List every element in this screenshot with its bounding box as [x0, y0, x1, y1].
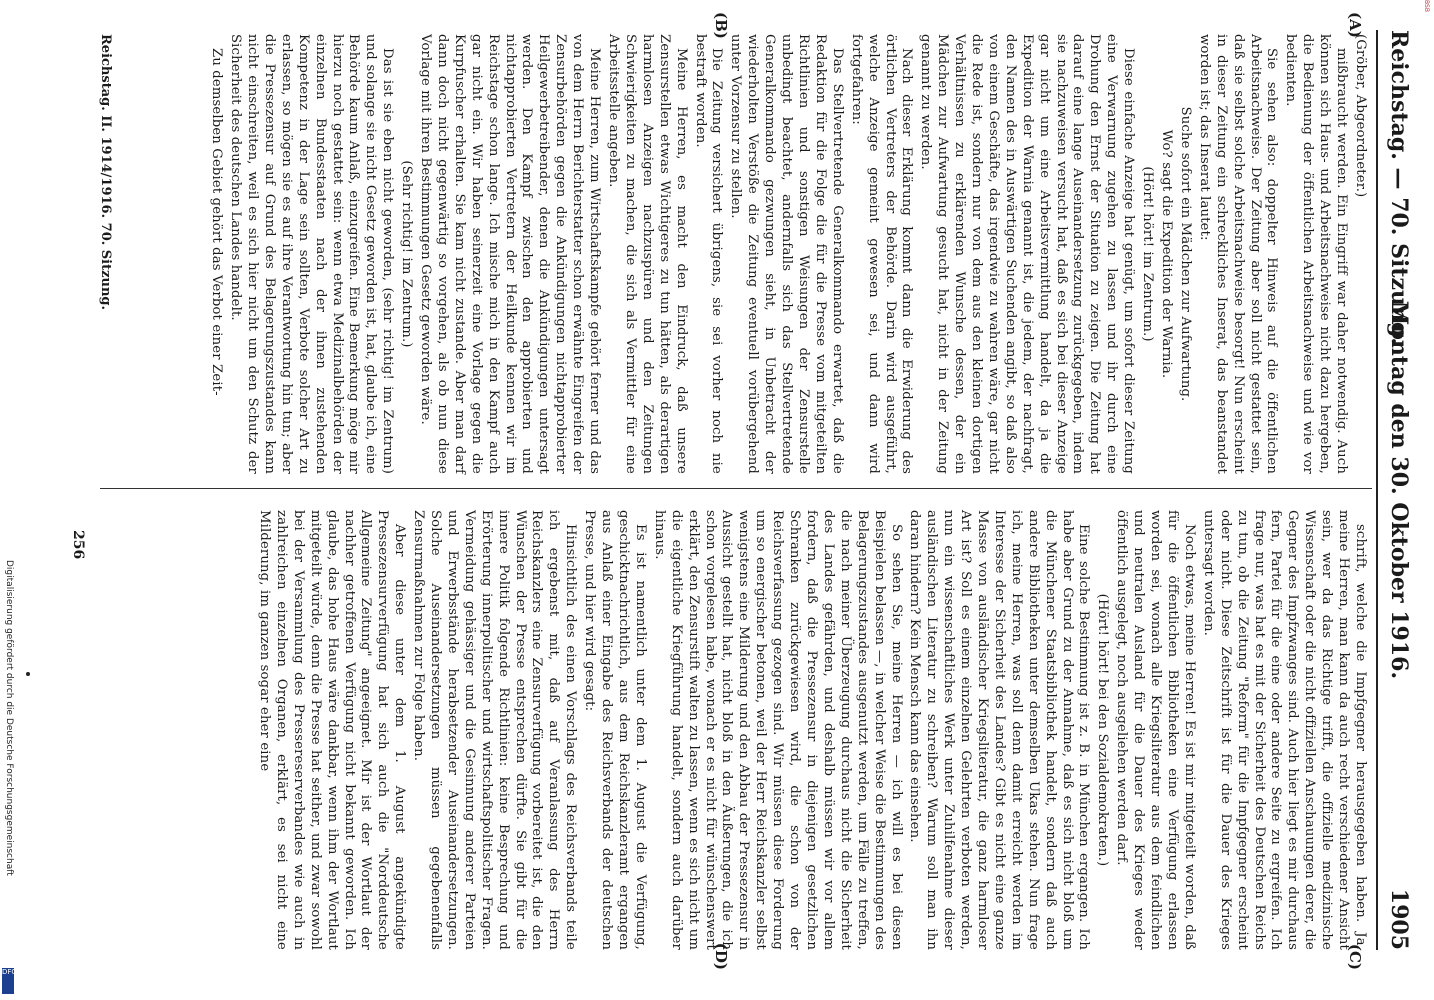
bsb-mark: BSB [1423, 0, 1430, 12]
left-column-paragraph: (Gröber, Abgeordneter.) [1353, 34, 1368, 198]
right-column-paragraph: Es ist namentlich unter dem 1. August die Verfügung, geschicktnachrichtlich, aus dem Reichskanzleramt ergangen aus Anlaß einer Eingabe des Reichsverbands der deutschen Presse, und hier wird gesagt: [582, 510, 648, 950]
right-column-paragraph: Noch etwas, meine Herren! Es ist mir mitgeteilt worden, daß für die öffentlichen Bibliotheken eine Verfügung erlassen worden sei, wonach alle Kriegsliteratur aus dem feindlichen und neutralen Ausland für die Dauer des Krieges weder öffentlich ausgelegt, noch ausgeliehen werden darf. [1114, 510, 1197, 950]
margin-mark-a: (A) [1346, 12, 1364, 38]
left-column-paragraph: Meine Herren, es macht den Eindruck, daß unsere Zensurstellen etwas Wichtigeres zu tun hätten, als derartigen harmlosen Anzeigen nachzuspüren und den Zeitungen Schwierigkeiten zu machen, die sich als Vermittler für eine Arbeitsstelle angeben. [606, 34, 689, 474]
left-column-paragraph: Meine Herren, zum Wirtschaftskampfe gehört ferner und das von dem Herrn Berichterstatter schon erwähnte Eingreifen der Zensurbehörden gegen die Ankündigungen nichtapprobierter Heilgewerbetreibender, denen die Ankündigungen untersagt werden. Den Kampf zwischen den approbierten und nichtapprobierten Vertretern der Heilkunde kennen wir im Reichstage schon lange. Ich mische mich in den Kampf auch gar nicht ein. Wir haben seinerzeit eine Vorlage gegen die Kurpfuscher erhalten. Sie kam nicht zustande. Aber man darf dann doch nicht gegenwärtig so vorgehen, als ob nun diese Vorlage mit ihren Bestimmungen Gesetz geworden wäre. [418, 34, 603, 474]
column-divider [100, 488, 1372, 489]
left-column-paragraph: Das Stellvertretende Generalkommando erwartet, daß die Redaktion für die Folge die für die Presse vom mitgeteilten Richtlinien und sonstigen Weisungen der Zensurstelle unbedingt beachtet, andernfalls sich das Stellvertretende Generalkommando gezwungen sieht, in Unbetracht der wiederholten Verstöße die Zeitung eventuell vorübergehend unter Vorzensur zu stellen. [728, 34, 845, 474]
footer-sitzung: Reichstag. II. 1914/1916. 70. Sitzung. [98, 34, 113, 311]
left-column-paragraph: Wo? sagt die Expedition der Warnia. [1159, 129, 1175, 379]
right-column-paragraph: Hinsichtlich des einen Vorschlags des Reichsverbands teile ich ergebenst mit, daß auf Veranlassung des Herrn Reichskanzlers eine Zensurverfügung vorbereitet ist, die den Wünschen der Presse entsprechen dürfte. Sie gibt für die innere Politik folgende Richtlinien: keine Besprechung und Erörterung innerpolitischer und wirtschaftspolitischer Fragen. Vermeidung gehässiger und die Gesinnung anderer Parteien und Erwerbsstände herabsetzender Auseinandersetzungen. Solche Auseinandersetzungen müssen gegebenenfalls Zensurmaßnahmen zur Folge haben. [411, 510, 579, 950]
right-column-paragraph: Aber diese unter dem 1. August angekündigte Pressezensurverfügung hat sich auch die "Norddeutsche Allgemeine Zeitung" angeeignet. Mir ist der Wortlaut der nachher getroffenen Verfügung nicht bekannt geworden. Ich glaube, das hohe Haus wäre dankbar, wenn ihm der Wortlaut mitgeteilt würde, denn die Presse hat seither, und zwar sowohl bei der Versammlung des Pressereserverbandes wie auch in zahlreichen einzelnen Organen, erklärt, es sei nicht eine Milderung, im ganzen sogar eher eine [257, 510, 408, 950]
left-column-paragraph: Zu demselben Gebiet gehört das Verbot einer Zeit- [209, 48, 225, 396]
left-column-paragraph: Das ist sie eben nicht geworden, (sehr richtig! im Zentrum) und solange sie nicht Gesetz geworden ist, hat, glaube ich, eine Behörde kaum Anlaß, einzugreifen. Eine Bemerkung möge mir hierzu noch gestattet sein: wenn etwa Medizinalbehörden der einzelnen Bundesstaaten nach der ihnen zustehenden Kompetenz in der Lage sein sollten, Verbote solcher Art zu erlassen, so mögen sie es auf ihre Verantwortung hin tun; aber die Pressezensur auf Grund des Belagerungszustandes kann nicht einschreiten, weil es sich hier nicht um den Schutz der Sicherheit des deutschen Landes handelt. [228, 34, 396, 474]
footer-page-number: 256 [70, 530, 86, 560]
right-column-paragraph: (Hört! hört! bei den Sozialdemokraten.) [1095, 593, 1111, 867]
margin-mark-b: (B) [712, 12, 730, 39]
left-column-paragraph: Diese einfache Anzeige hat genügt, um sofort dieser Zeitung eine Verwarnung zugehen zu lassen und ihr durch eine Drohung den Ernst der Situation zu zeigen. Die Zeitung hat darauf eine lange Auseinandersetzung zurückgegeben, indem sie nachzuweisen versucht hat, daß es sich bei dieser Anzeige gar nicht um eine Arbeitsvermittlung handelt, da ja die Expedition der Warnia genannt ist, die jedem, der nachfragt, den Namen des in Auswärtigen Suchenden angibt, so daß also von einem Geschäfte, das irgendwie zu wahren wäre, gar nicht die Rede ist, sondern nur von dem aus den kleinen dortigen Verhältnissen zu erklärenden Wunsche dessen, der ein Mädchen zur Aufwartung gesucht hat, nicht in der Zeitung genannt zu werden. [918, 34, 1137, 474]
header-title: Reichstag. — 70. Sitzung. [1386, 30, 1412, 346]
right-column-paragraph: schrift, welche die Impfgegner herausgegeben haben. Ja, meine Herren, man kann da auch recht verschiedener Ansicht sein, wer da das Richtige trifft, die offizielle medizinische Wissenschaft oder die nicht offiziellen Anschauungen derer, die Gegner des Impfzwanges sind. Auch hier liegt es mir durchaus fern, Partei für die eine oder andere Seite zu ergreifen. Ich frage nur, was hat es mit der Sicherheit des Deutschen Reichs zu tun, ob die Zeitung "Reform" für die Impfgegner erscheint oder nicht. Diese Zeitschrift ist für die Dauer des Krieges untersagt worden. [1200, 510, 1368, 950]
header-rule [1376, 30, 1378, 950]
left-column-paragraph: mißbraucht werden. Ein Eingriff war daher notwendig. Auch können sich Haus- und Arbeitsnachweise nicht dazu hergeben, die Bedienung der öffentlichen Arbeitsnachweise und wie vor bedienten. [1283, 34, 1350, 474]
right-column-paragraph: So sehen Sie, meine Herren — ich will es bei diesen Beispielen belassen —, in welcher Weise die Bestimmungen des Belagerungszustandes ausgenutzt werden, um Fälle zu treffen, die nach meiner Überzeugung durchaus nicht die Sicherheit des Landes gefährden, und deshalb müssen wir vor allem fordern, daß die Pressezensur in diejenigen gesetzlichen Schranken zurückgewiesen wird, die schon von der Reichsverfassung gezogen sind. Wir müssen diese Forderung um so energischer betonen, weil der Herr Reichskanzler selbst wenigstens eine Milderung und den Abbau der Pressezensur in Aussicht gestellt hat, nicht bloß in den Äußerungen, die ich schon vorgelesen habe, wonach er es nicht für wünschenswert erklärt, den Zensurstift walten zu lassen, wenn es sich nicht um die eigentliche Kriegführung handelt, sondern auch darüber hinaus. [651, 510, 904, 950]
credit-text: Digitalisierung gefördert durch die Deutsche Forschungsgemeinschaft [4, 560, 14, 876]
right-column [253, 510, 1368, 950]
header-page-number: 1905 [1386, 888, 1412, 950]
left-column-paragraph: Die Zeitung versichert übrigens, sie sei vorher noch nie bestraft worden. [692, 34, 725, 474]
left-column-paragraph: Nach dieser Erklärung kommt dann die Erwiderung des örtlichen Vertreters der Behörde. Darin wird ausgeführt, welche Anzeige gemeint gewesen sei, und dann wird fortgefahren: [848, 34, 915, 474]
left-column-paragraph: (Hört! hört! im Zentrum.) [1140, 166, 1156, 342]
left-column-paragraph: Suche sofort ein Mädchen zur Aufwartung. [1177, 106, 1193, 402]
margin-mark-d: (D) [712, 942, 730, 970]
left-column [205, 34, 1368, 474]
left-column-paragraph: Sie sehen also: doppelter Hinweis auf die öffentlichen Arbeitsnachweise. Der Zeitung aber soll nicht gestattet sein, daß sie selbst solche Arbeitsnachweise besorgt! Nun erscheint in dieser Zeitung ein schreckliches Inserat, das beanstandet worden ist; das Inserat lautet: [1196, 34, 1280, 474]
right-column-paragraph: Eine solche Bestimmung ist z. B. in München ergangen. Ich habe aber Grund zu der Annahme, daß es sich nicht bloß um die Münchener Staatsbibliothek handelt, sondern daß auch andere Bibliotheken unter demselben Ukas stehen. Nun frage ich, meine Herren, was soll denn damit erreicht werden im Interesse der Sicherheit des Landes? Gibt es nicht eine ganze Masse von ausländischer Kriegsliteratur, die ganz harmloser Art ist? Soll es einem einzelnen Gelehrten verboten werden, nun ein wissenschaftliches Werk unter Zuhilfenahme dieser ausländischen Literatur zu schreiben? Warum soll man ihn daran hindern? Kein Mensch kann das einsehen. [907, 510, 1092, 950]
page-header [1378, 30, 1412, 950]
margin-dot [26, 672, 30, 676]
rotated-page [60, 10, 1420, 970]
digitization-credit [2, 560, 16, 990]
margin-mark-c: (C) [1346, 943, 1364, 970]
dfg-logo: DFG [2, 968, 14, 994]
header-date: Montag den 30. Oktober 1916. [1386, 300, 1412, 680]
left-column-paragraph: (Sehr richtig! im Zentrum.) [399, 160, 415, 348]
